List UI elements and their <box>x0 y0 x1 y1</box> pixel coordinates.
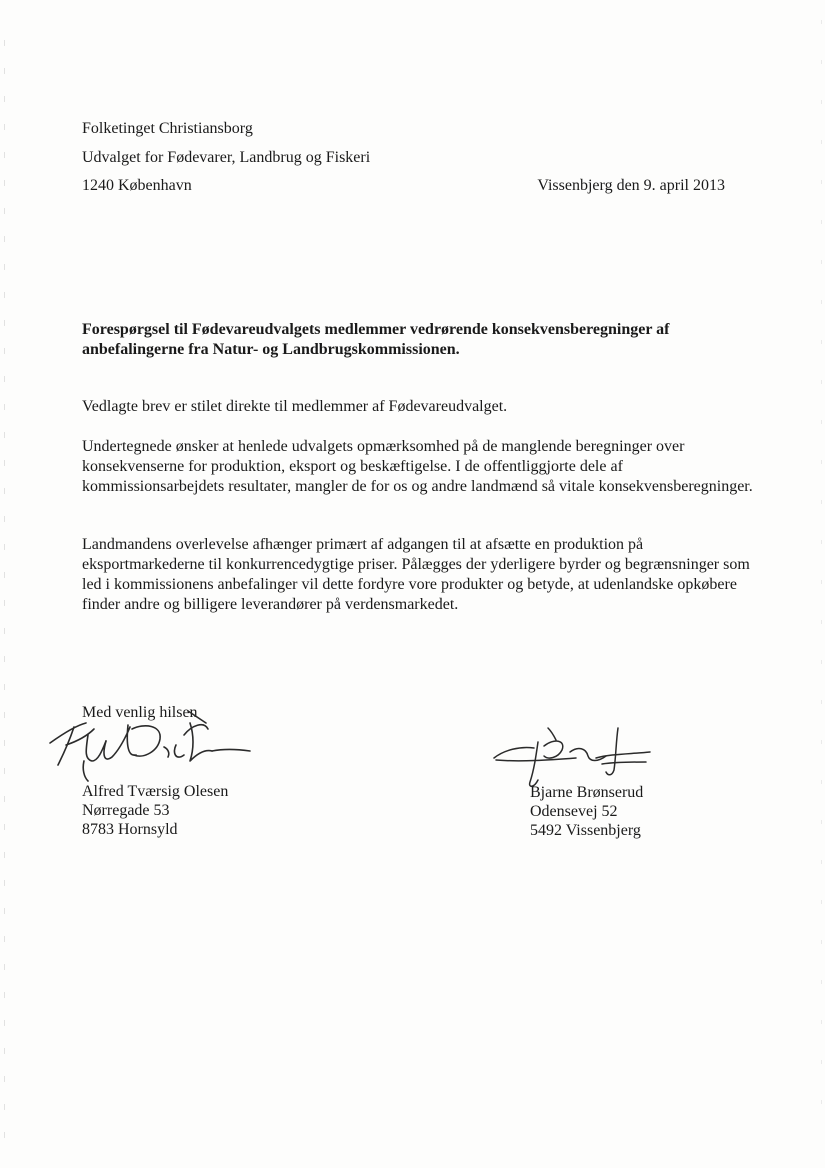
signer2-block <box>530 783 643 840</box>
recipient-line-1: Folketinget Christiansborg <box>82 120 253 137</box>
signer1-name: Alfred Tværsig Olesen <box>82 783 229 800</box>
signer1-city: 8783 Hornsyld <box>82 821 178 838</box>
paragraph-2: Undertegnede ønsker at henlede udvalgets opmærksomhed på de manglende beregninger over konsekvenserne for produktion, eksport og beskæftigelse. I de offentliggjorte dele af kommissionsarbejdets resultater, mangler de for os og andre landmænd så vitale konsekvensberegninger. <box>82 438 753 495</box>
date-line: Vissenbjerg den 9. april 2013 <box>537 177 725 194</box>
signer2-city: 5492 Vissenbjerg <box>530 822 641 839</box>
paragraph-1: Vedlagte brev er stilet direkte til medlemmer af Fødevareudvalget. <box>82 398 508 415</box>
scan-edge-right <box>821 20 822 1140</box>
signer1-street: Nørregade 53 <box>82 802 170 819</box>
recipient-line-2: Udvalget for Fødevarer, Landbrug og Fiskeri <box>82 149 371 166</box>
signature-alfred <box>44 705 254 790</box>
recipient-line-3: 1240 København <box>82 177 192 194</box>
signer1-block <box>82 782 228 839</box>
closing-text: Med venlig hilsen <box>82 704 198 721</box>
signer2-name: Bjarne Brønserud <box>530 784 644 801</box>
paragraph-3: Landmandens overlevelse afhænger primært af adgangen til at afsætte en produktion på eksportmarkederne til konkurrencedygtige priser. Pålægges der yderligere byrder og begrænsninger som led i kommissionens anbefalinger vil dette fordyre vore produkter og betyde, at udenlandske opkøbere finder andre og billigere leverandører på verdensmarkedet. <box>82 536 750 613</box>
signer2-street: Odensevej 52 <box>530 803 618 820</box>
subject-heading: Forespørgsel til Fødevareudvalgets medlemmer vedrørende konsekvensberegninger af anbefalingerne fra Natur- og Landbrugskommissionen. <box>82 321 670 358</box>
scan-edge-left <box>4 40 5 1140</box>
